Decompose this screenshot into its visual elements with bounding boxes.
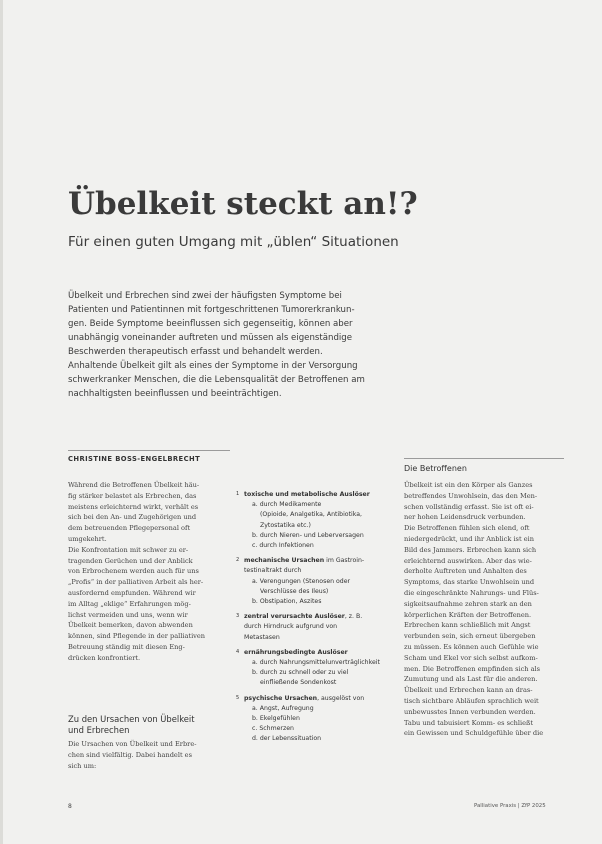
body-line: Während die Betroffenen Übelkeit häu- [68,481,200,489]
heading-line: und Erbrechen [68,725,130,735]
body-line: lichst vermeiden und uns, wenn wir [68,610,188,619]
body-line: dem betreuenden Pflegepersonal oft [68,524,191,533]
cause-subitem: b. durch Nieren- und Leberversagen [252,531,364,539]
author-name: CHRISTINE BOSS-ENGELBRECHT [68,455,201,463]
scan-edge [0,0,3,844]
body-line: betreffendes Unwohlsein, das den Men- [404,491,538,500]
column-1-body [68,480,230,664]
cause-item [236,556,396,607]
body-line: sich um: [68,761,97,770]
journal-footer: Palliative Praxis | ZfP 2025 [474,803,546,809]
body-line: körperlichen Kräften der Betroffenen. [404,610,532,619]
body-line: erleichternd auswirken. Aber das wie- [404,556,532,565]
cause-number: 5 [236,694,240,701]
cause-item [236,648,396,689]
lead-line: Anhaltende Übelkeit gilt als eines der Symptome in der Versorgung [68,361,358,371]
body-line: sigkeitsaufnahme zehren stark an den [404,599,532,608]
lead-line: Beschwerden therapeutisch erfasst und behandelt werden. [68,347,323,357]
cause-text: Metastasen [244,633,280,641]
cause-number: 1 [236,491,240,497]
lead-line: Übelkeit und Erbrechen sind zwei der häufigsten Symptome bei [68,291,342,301]
body-line: ausfordernd empfunden. Während wir [68,588,196,597]
cause-subitem: b. durch zu schnell oder zu viel [252,669,349,677]
body-line: derholte Auftreten und Anhalten des [404,567,527,576]
body-line: Die Betroffenen fühlen sich elend, oft [404,524,530,533]
cause-subitem: Zytostatika etc.) [260,521,311,529]
cause-subitem: (Opioide, Analgetika, Antibiotika, [260,511,362,519]
body-line: fig stärker belastet als Erbrechen, das [68,491,197,500]
cause-subitem: b. Ekelgefühlen [252,715,300,723]
body-line: Tabu und tabuisiert Komm- es schließt [404,718,534,727]
cause-text: im Gastroin- [324,557,365,565]
body-line: Zumutung und als Last für die anderen. [404,675,538,684]
body-line: von Erbrochenem werden auch für uns [68,567,199,576]
cause-text: , ausgelöst von [317,694,365,702]
body-line: Übelkeit und Erbrechen kann an dras- [404,686,533,695]
body-line: im Alltag „eklige“ Erfahrungen mög- [68,599,191,608]
body-line: unbewusstes Innen verbunden werden. [404,707,536,716]
body-line: „Profis“ in der palliativen Arbeit als her- [68,578,204,587]
section-heading-affected: Die Betroffenen [404,464,467,473]
cause-item [236,490,396,551]
cause-subitem: d. der Lebenssituation [252,735,322,743]
body-line: Übelkeit bemerken, davon abwenden [68,621,193,630]
body-line: meistens erleichternd wirkt, verhält es [68,502,199,511]
body-line: Die Ursachen von Übelkeit und Erbre- [68,740,197,748]
cause-number: 4 [236,648,240,655]
cause-subitem: a. durch Nahrungsmittelunverträglichkeit [252,659,380,667]
causes-intro [68,739,230,771]
cause-number: 3 [236,613,240,620]
section-heading-causes [68,714,195,736]
body-line: Betreuung ständig mit diesen Eng- [68,642,185,651]
body-line: die eingeschränkte Nahrungs- und Flüs- [404,588,539,597]
body-line: Die Konfrontation mit schwer zu er- [68,545,189,554]
body-line: ein Gewissen und Schuldgefühle über die [404,729,544,738]
cause-item [236,694,396,745]
cause-text: , z. B. [344,613,363,621]
body-line: men. Die Betroffenen empfinden sich als [404,664,541,673]
cause-subitem: einfließende Sondenkost [260,679,337,687]
body-line: tragenden Gerüchen und der Anblick [68,556,193,565]
cause-subitem: a. Verengungen (Stenosen oder [252,577,351,585]
lead-line: nachhaltigsten beeinflussen und beeinträchtigen. [68,389,282,399]
cause-subitem: a. Angst, Aufregung [252,704,314,712]
author-rule [68,450,230,451]
lead-paragraph [68,289,498,401]
causes-list [236,490,396,745]
body-line: chen sind vielfältig. Dabei handelt es [68,750,192,759]
column-3-rule [404,458,564,459]
cause-number: 2 [236,557,240,564]
body-line: Übelkeit ist ein den Körper als Ganzes [404,481,533,489]
body-line: ner hohen Leidensdruck verbunden. [404,513,526,522]
page-subtitle: Für einen guten Umgang mit „üblen“ Situationen [68,234,399,250]
cause-subitem: a. durch Medikamente [252,501,322,509]
cause-subitem: c. durch Infektionen [252,542,314,550]
body-line: Bild des Jammers. Erbrechen kann sich [404,545,537,554]
column-3-body [404,480,564,739]
cause-item [236,612,396,643]
body-line: sich bei den An- und Zugehörigen und [68,513,197,522]
lead-line: gen. Beide Symptome beeinflussen sich gegenseitig, können aber [68,319,353,329]
body-line: Symptoms, das starke Unwohlsein und [404,578,535,587]
body-line: Scham und Ekel vor sich selbst aufkom- [404,653,538,662]
body-line: umgekehrt. [68,534,107,543]
body-line: Erbrechen kann schließlich mit Angst [404,621,531,630]
lead-line: schwerkranker Menschen, die die Lebensqualität der Betroffenen am [68,375,365,385]
body-line: zu müssen. Es können auch Gefühle wie [404,642,539,651]
body-line: niedergedrückt, und ihr Anblick ist ein [404,534,534,543]
body-line: drücken konfrontiert. [68,653,141,662]
lead-line: unabhängig voneinander auftreten und müssen als eigenständige [68,333,353,343]
cause-label: toxische und metabolische Auslöser [244,491,370,498]
cause-label: psychische Ursachen [244,694,318,702]
cause-subitem: c. Schmerzen [252,725,294,733]
lead-line: Patienten und Patientinnen mit fortgeschrittenen Tumorerkrankun- [68,305,355,315]
cause-subitem: b. Obstipation, Aszites [252,598,322,606]
body-line: verbunden sein, sich erneut übergeben [404,632,536,641]
cause-label: ernährungsbedingte Auslöser [244,648,348,656]
heading-line: Zu den Ursachen von Übelkeit [68,714,195,724]
cause-text: testinaltrakt durch [244,567,302,575]
body-line: können, sind Pflegende in der palliativen [68,632,206,641]
cause-text: durch Hirndruck aufgrund von [244,623,338,631]
cause-subitem: Verschlüsse des Ileus) [260,587,329,595]
page-title: Übelkeit steckt an!? [68,186,418,222]
body-line: schen vollständig erfasst. Sie ist oft ei- [404,502,534,511]
page-number: 8 [68,803,72,810]
body-line: tisch sichtbare Abläufen sprachlich weit [404,696,539,705]
cause-label: zentral verursachte Auslöser [244,613,345,621]
cause-label: mechanische Ursachen [244,557,325,565]
